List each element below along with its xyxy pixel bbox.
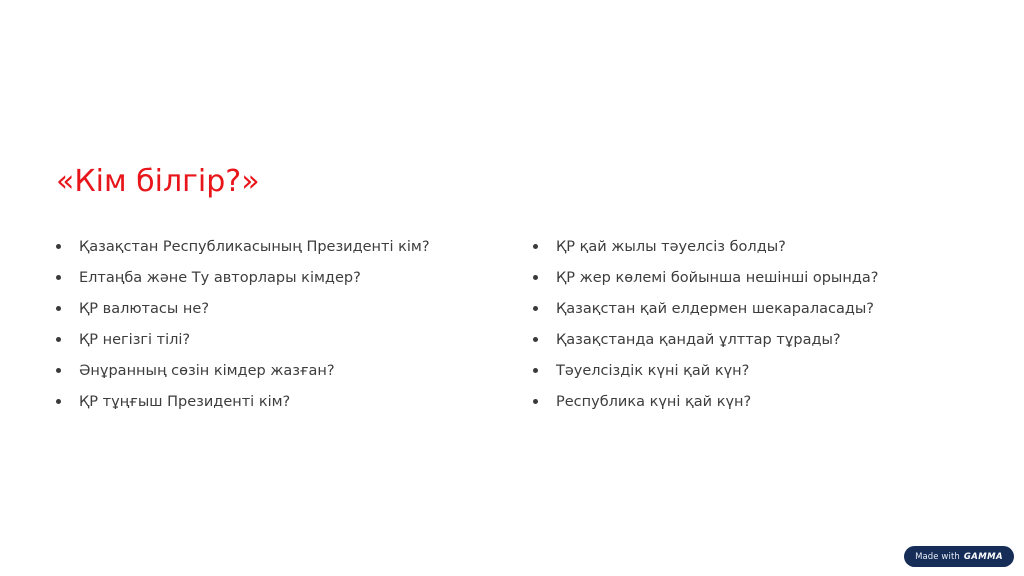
list-item <box>56 356 430 387</box>
bullet-icon <box>533 368 538 373</box>
question-text: Әнұранның сөзін кімдер жазған? <box>79 363 335 379</box>
list-item <box>533 232 878 263</box>
list-item <box>56 294 430 325</box>
badge-prefix: Made with <box>915 551 960 562</box>
bullet-icon <box>56 399 61 404</box>
question-text: ҚР негізгі тілі? <box>79 332 191 348</box>
question-text: Елтаңба және Ту авторлары кімдер? <box>79 270 361 286</box>
gamma-logo: GAMMA <box>963 551 1003 562</box>
list-item <box>533 294 878 325</box>
question-text: Тәуелсіздік күні қай күн? <box>556 363 750 379</box>
bullet-icon <box>56 275 61 280</box>
question-text: ҚР жер көлемі бойынша нешінші орында? <box>556 270 879 286</box>
list-item <box>533 263 878 294</box>
question-text: ҚР валютасы не? <box>79 301 210 317</box>
bullet-icon <box>533 399 538 404</box>
questions-list-left <box>56 232 430 418</box>
bullet-icon <box>56 368 61 373</box>
bullet-icon <box>56 337 61 342</box>
bullet-icon <box>533 275 538 280</box>
list-item <box>56 325 430 356</box>
questions-list-right <box>533 232 878 418</box>
list-item <box>533 387 878 418</box>
list-item <box>533 325 878 356</box>
list-item <box>56 263 430 294</box>
slide-title: «Кім білгір?» <box>56 164 260 199</box>
made-with-gamma-badge[interactable] <box>904 546 1014 567</box>
list-item <box>56 387 430 418</box>
question-text: Қазақстан Республикасының Президенті кім? <box>79 239 430 255</box>
bullet-icon <box>56 306 61 311</box>
question-text: ҚР қай жылы тәуелсіз болды? <box>556 239 786 255</box>
bullet-icon <box>533 244 538 249</box>
list-item <box>56 232 430 263</box>
bullet-icon <box>533 337 538 342</box>
question-text: Қазақстанда қандай ұлттар тұрады? <box>556 332 841 348</box>
question-text: Қазақстан қай елдермен шекараласады? <box>556 301 874 317</box>
list-item <box>533 356 878 387</box>
question-text: Республика күні қай күн? <box>556 394 752 410</box>
bullet-icon <box>533 306 538 311</box>
bullet-icon <box>56 244 61 249</box>
question-text: ҚР тұңғыш Президенті кім? <box>79 394 291 410</box>
